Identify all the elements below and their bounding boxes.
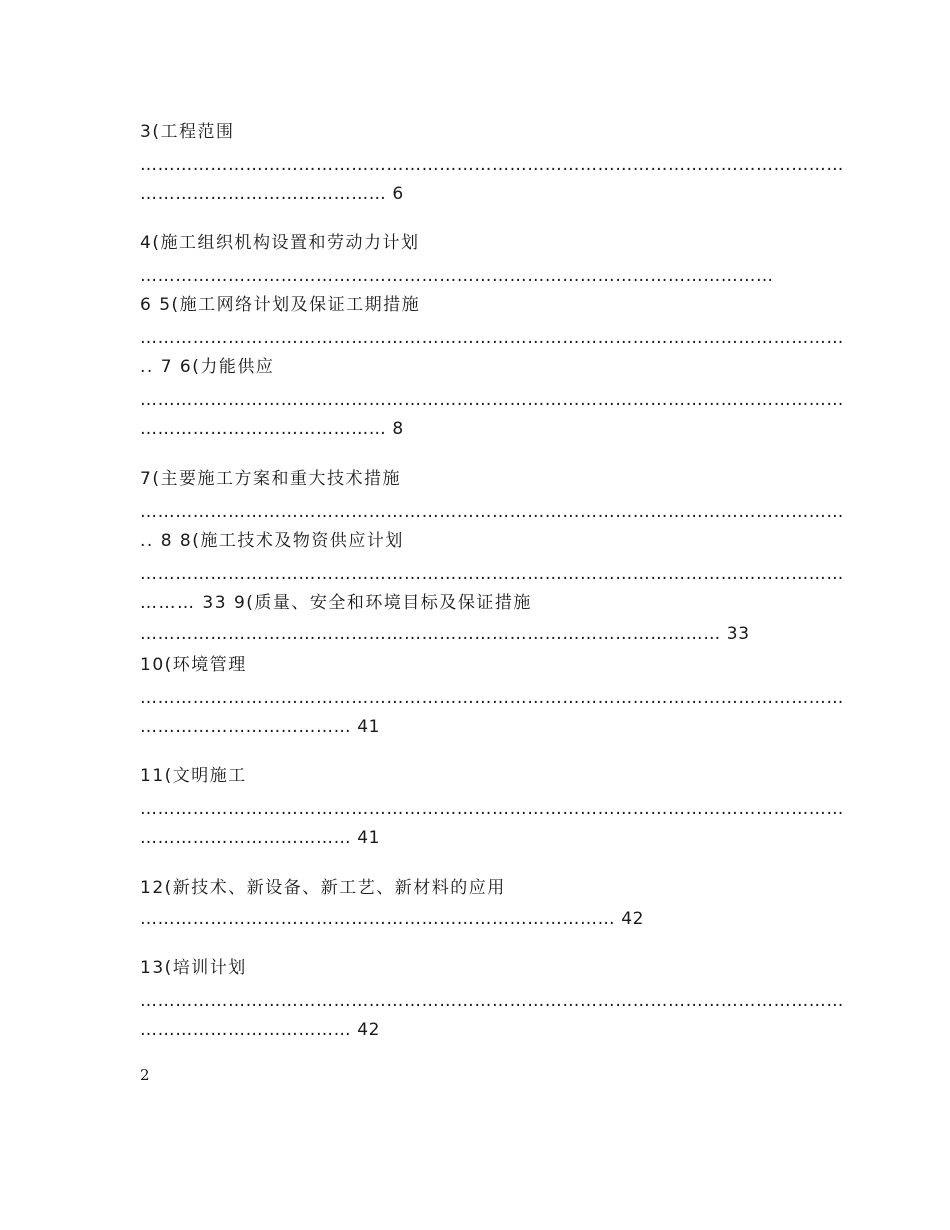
toc-leader-line: ……………………………………………………………………… 42 xyxy=(140,909,645,929)
toc-leader-line: ……………………………… 41 xyxy=(140,828,381,848)
toc-leader-line: ………………………………………………………………………………………………………… xyxy=(140,328,844,348)
toc-entry-title: 6 5(施工网络计划及保证工期措施 xyxy=(140,295,421,315)
toc-leader-line: …………………………………… 8 xyxy=(140,419,404,439)
toc-entry-title: ……… 33 9(质量、安全和环境目标及保证措施 xyxy=(140,593,532,613)
toc-entry-title: 11(文明施工 xyxy=(140,766,247,786)
toc-leader-line: ……………………………………………………………………………………………… xyxy=(140,266,774,286)
toc-entry-title: 10(环境管理 xyxy=(140,655,247,675)
toc-leader-line: ………………………………………………………………………………………………………… xyxy=(140,991,844,1011)
toc-leader-line: ……………………………… 41 xyxy=(140,717,381,737)
toc-entry-title: 13(培训计划 xyxy=(140,958,247,978)
toc-leader-line: ……………………………… 42 xyxy=(140,1020,381,1040)
toc-leader-line: ………………………………………………………………………………………………………… xyxy=(140,799,844,819)
toc-entry-title: .. 8 8(施工技术及物资供应计划 xyxy=(140,531,404,551)
toc-leader-line: ……………………………………………………………………………………… 33 xyxy=(140,624,750,644)
toc-entry-title: 7(主要施工方案和重大技术措施 xyxy=(140,469,401,489)
toc-leader-line: ………………………………………………………………………………………………………… xyxy=(140,688,844,708)
toc-entry-title: 12(新技术、新设备、新工艺、新材料的应用 xyxy=(140,878,506,898)
toc-leader-line: ………………………………………………………………………………………………………… xyxy=(140,564,844,584)
toc-leader-line: ………………………………………………………………………………………………………… xyxy=(140,155,844,175)
toc-entry-title: 3(工程范围 xyxy=(140,122,235,142)
toc-leader-line: ………………………………………………………………………………………………………… xyxy=(140,502,844,522)
toc-entry-title: 4(施工组织机构设置和劳动力计划 xyxy=(140,233,420,253)
toc-entry-title: .. 7 6(力能供应 xyxy=(140,357,275,377)
toc-leader-line: ………………………………………………………………………………………………………… xyxy=(140,390,844,410)
page-number: 2 xyxy=(140,1066,150,1084)
toc-leader-line: …………………………………… 6 xyxy=(140,184,404,204)
